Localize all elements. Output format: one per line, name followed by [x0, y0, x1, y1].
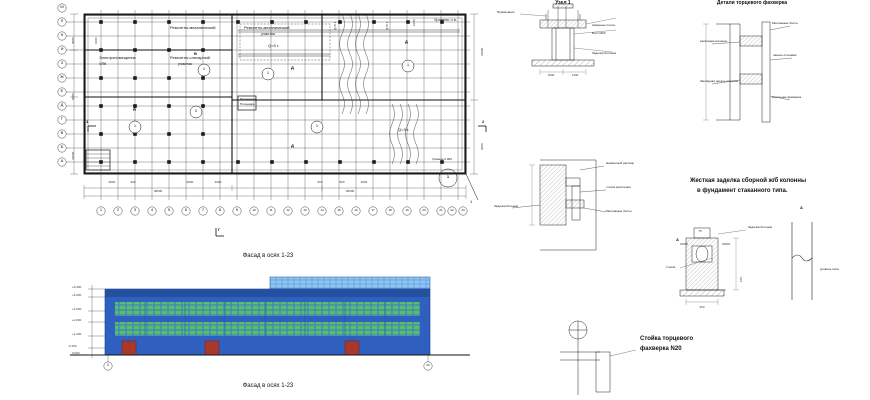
plan-dim-right-1: 24000 — [480, 47, 484, 56]
axis-number-4: 4 — [150, 207, 154, 212]
axis-number-22: 22 — [450, 207, 454, 212]
plan-note-crane-3: Q=5 т. — [333, 21, 337, 30]
elev-level-6000: +6.000 — [72, 293, 82, 297]
detail-dim-height: 100 — [739, 276, 743, 282]
detail-note-concrete-2: Заделка бетоном — [494, 204, 519, 208]
detail-title-rigid-1: Жесткая заделка сборной ж/б колонны — [690, 178, 807, 184]
elev-level-1200: +1.200 — [72, 332, 82, 336]
axis-number-10: 10 — [252, 207, 256, 212]
axis-letter-m: М — [60, 4, 64, 9]
axis-number-18: 18 — [388, 207, 392, 212]
plan-label-ulk: УЛК — [99, 61, 107, 66]
detail-title-end-post-2: фахверка N20 — [640, 346, 682, 352]
detail-title-rigid-2: в фундамент стаканного типа. — [697, 188, 788, 194]
detail-title-node1: Узел 1 — [555, 0, 571, 6]
detail-note-mount-bolts-2: Монтажные болты — [606, 209, 632, 213]
axis-number-5: 5 — [167, 207, 171, 212]
plan-mark-level: Уровень ч.п. — [434, 17, 457, 22]
detail-note-embedded: Закладная деталь колонны — [700, 79, 739, 83]
plan-mark-d-1: Д — [133, 106, 136, 111]
elev-axis-23: 23 — [426, 362, 430, 367]
floor-plan — [58, 4, 486, 236]
detail-note-column-embed: раскладка колонны — [700, 39, 728, 43]
axis-number-15: 15 — [337, 207, 341, 212]
detail-note-bolt: Болт М20 — [592, 31, 606, 35]
axis-letter-zh: Ж — [60, 74, 64, 79]
detail-mark-a-left: А — [676, 237, 679, 242]
detail-note-concrete: Заделка бетоном — [592, 51, 617, 55]
node-leader-1: 1 — [470, 199, 473, 204]
detail-note-anchor-plates: Анкерные плиты — [592, 23, 616, 27]
plan-room-3: 1 — [266, 70, 270, 75]
elev-level-4000: +4.000 — [72, 307, 82, 311]
axis-number-14: 14 — [320, 207, 324, 212]
plan-label-razdevalka: Раздевалка — [240, 97, 257, 101]
detail-title-end-post-1: Стойка торцевого — [640, 336, 694, 342]
axis-number-7: 7 — [201, 207, 205, 212]
elev-axis-1: 1 — [106, 362, 110, 367]
plan-dim-small-2: 500 — [130, 180, 136, 184]
plan-room-6: 1 — [202, 66, 206, 71]
axis-letter-d: Д — [60, 102, 64, 107]
plan-dim-small-4: 4000 — [214, 180, 222, 184]
plan-dim-small-7: 4000 — [360, 180, 368, 184]
detail-note-bracket-2: столик крепления — [606, 185, 631, 189]
axis-number-1: 1 — [99, 207, 103, 212]
plan-label-repair-locks: Ремонтно-слесарный — [170, 55, 210, 60]
plan-dim-small-1: 6000 — [108, 180, 116, 184]
axis-number-3: 3 — [133, 207, 137, 212]
detail-note-primechanie: Примечание — [497, 10, 515, 14]
detail-anchor-plate — [520, 4, 616, 75]
axis-number-19: 19 — [405, 207, 409, 212]
plan-note-crane-4: Q=5 т. — [385, 21, 389, 30]
axis-number-11: 11 — [269, 207, 273, 212]
detail-note-mounting-bolts: Монтажные болты — [772, 21, 798, 25]
elevation-title: Фасад в осях 1-23 — [242, 383, 294, 389]
axis-letter-z: З — [60, 60, 64, 65]
detail-end-framing — [703, 22, 792, 122]
node-bubble-1: 1 — [446, 174, 450, 179]
axis-number-13: 13 — [303, 207, 307, 212]
plan-room-2: 2 — [194, 108, 198, 113]
axis-letter-b: Б — [60, 144, 64, 149]
axis-number-20: 20 — [422, 207, 426, 212]
plan-dim-small-6: 500 — [339, 180, 345, 184]
plan-note-crane-1: Q=5 т. — [268, 43, 280, 48]
elev-level-0000: 0.000 — [72, 351, 80, 355]
detail-title-end-framing: Детали торцевого фахверка — [716, 0, 788, 6]
axis-number-9: 9 — [235, 207, 239, 212]
axis-letter-a: А — [60, 158, 64, 163]
detail-note-floor-level: уровень пола — [820, 267, 839, 271]
plan-room-4: 1 — [315, 123, 319, 128]
axis-letter-k: К — [60, 32, 64, 37]
plan-dim-bottom-1: 48000 — [153, 189, 163, 193]
detail-note-cement: Цементный раствор — [606, 161, 635, 165]
plan-label-uchastok: участок — [261, 31, 276, 36]
axis-letter-g: Г — [60, 116, 64, 121]
detail-note-bracket: крепление фахверка — [772, 95, 802, 99]
detail-dim-base: 200 — [699, 305, 705, 309]
plan-dim-inner-1: 1000 — [94, 37, 98, 44]
section-mark-2: 2 — [482, 119, 485, 124]
plan-label-repair-mech: Ремонтно-механический — [170, 25, 216, 30]
detail-end-post — [560, 321, 636, 395]
detail-note-panel: панель стеновая — [773, 53, 797, 57]
plan-dim-right-2: 6000 — [480, 143, 484, 150]
axis-number-21: 21 — [439, 207, 443, 212]
detail-mark-a-top: А — [800, 205, 803, 210]
axis-number-8: 8 — [218, 207, 222, 212]
detail-dim-2: 1200 — [571, 73, 579, 77]
plan-dim-small-5: 500 — [317, 180, 323, 184]
plan-dim-inner-2: 1000 — [412, 19, 416, 26]
elev-level-minus150: -0.150 — [68, 344, 77, 348]
plan-dim-bottom-2: 36000 — [345, 189, 355, 193]
detail-cup-foundation — [680, 222, 812, 305]
plan-dim-left-2: 6000 — [71, 93, 75, 100]
detail-dim-1: 1000 — [547, 73, 555, 77]
plan-mark-d-3: Д — [291, 65, 294, 70]
plan-title: Фасад в осях 1-23 — [242, 253, 294, 259]
elev-level-2000: +2.000 — [72, 318, 82, 322]
plan-note-crane-2: Q=3 т. — [398, 127, 410, 132]
axis-number-12: 12 — [286, 207, 290, 212]
axis-number-17: 17 — [371, 207, 375, 212]
plan-room-5: 1 — [406, 62, 410, 67]
plan-dim-small-3: 6000 — [186, 180, 194, 184]
detail-wall-column — [512, 160, 606, 250]
plan-mark-v: В — [194, 51, 197, 56]
plan-dim-left-1: 6000 — [71, 37, 75, 44]
detail-dim-75: 75 — [698, 229, 702, 233]
plan-label-ploshadka: Площадка — [240, 102, 255, 106]
plan-mark-d-4: Д — [405, 39, 408, 44]
plan-label-electro: Электропомещение — [99, 55, 136, 60]
axis-number-2: 2 — [116, 207, 120, 212]
plan-dim-left-3: 24000 — [71, 151, 75, 160]
axis-letter-i: И — [60, 46, 64, 51]
axis-number-23: 23 — [461, 207, 465, 212]
axis-letter-e: Е — [60, 88, 64, 93]
plan-label-uchastok-2: участок — [178, 61, 193, 66]
axis-letter-l: Л — [60, 18, 64, 23]
axis-letter-v: В — [60, 130, 64, 135]
plan-room-1: 1 — [133, 123, 137, 128]
detail-note-bolt-2: столик — [666, 265, 676, 269]
axis-number-6: 6 — [184, 207, 188, 212]
section-mark-g: Г — [218, 227, 221, 232]
elev-level-8400: +8.400 — [72, 285, 82, 289]
axis-number-16: 16 — [354, 207, 358, 212]
plan-mark-d-2: Д — [291, 143, 294, 148]
section-mark-1: 1 — [86, 119, 89, 124]
plan-label-repair-mech-2: Ремонтно-механический — [244, 25, 290, 30]
detail-note-embed-3: Заделка бетоном — [748, 225, 773, 229]
building-elevation — [70, 277, 470, 370]
plan-mark-level-2: Уровень 0.000 — [432, 157, 452, 161]
